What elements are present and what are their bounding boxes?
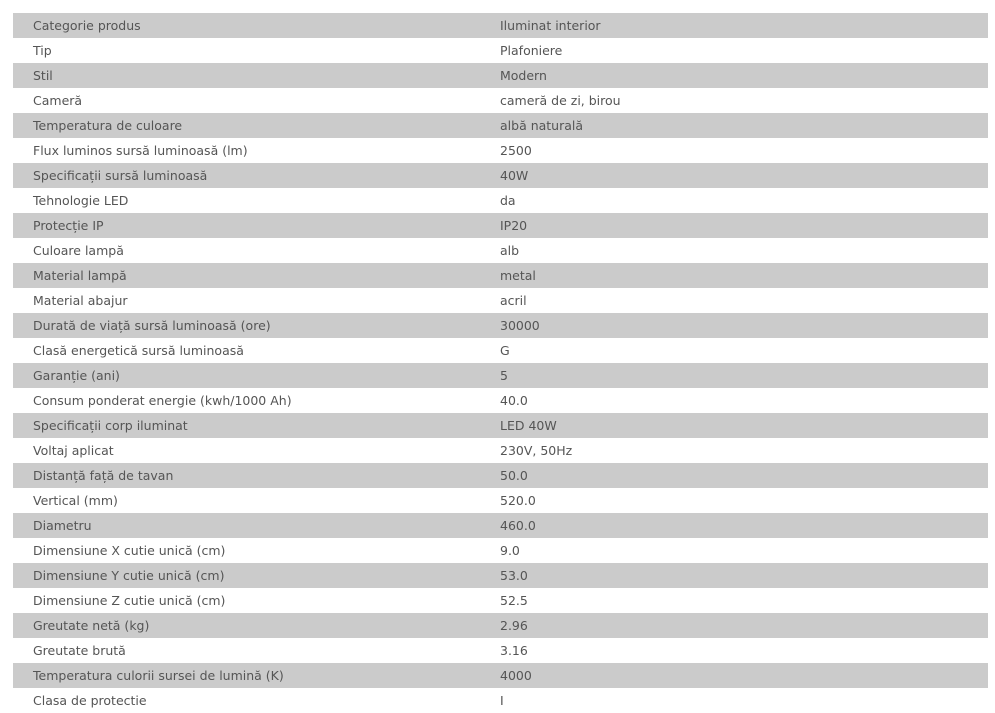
spec-value: Plafoniere <box>500 43 563 58</box>
spec-label: Specificații sursă luminoasă <box>13 163 500 188</box>
spec-row <box>13 88 988 113</box>
spec-value: 52.5 <box>500 593 528 608</box>
spec-row <box>13 638 988 663</box>
spec-row <box>13 13 988 38</box>
spec-value: 50.0 <box>500 463 988 488</box>
spec-row <box>13 188 988 213</box>
spec-label: Stil <box>13 63 500 88</box>
spec-row <box>13 513 988 538</box>
specifications-table-body <box>13 13 988 713</box>
product-specifications-table <box>13 13 988 713</box>
spec-label: Material lampă <box>13 263 500 288</box>
spec-label: Diametru <box>13 513 500 538</box>
spec-value: 53.0 <box>500 563 988 588</box>
spec-label: Distanță față de tavan <box>13 463 500 488</box>
spec-row <box>13 163 988 188</box>
spec-label: Dimensiune Y cutie unică (cm) <box>13 563 500 588</box>
spec-row <box>13 313 988 338</box>
spec-value: IP20 <box>500 213 988 238</box>
spec-label: Culoare lampă <box>33 243 124 258</box>
spec-label: Temperatura de culoare <box>13 113 500 138</box>
spec-label: Protecție IP <box>13 213 500 238</box>
spec-label: Material abajur <box>33 293 128 308</box>
spec-row <box>13 338 988 363</box>
spec-row <box>13 388 988 413</box>
spec-label: Flux luminos sursă luminoasă (lm) <box>33 143 248 158</box>
spec-label: Tehnologie LED <box>33 193 129 208</box>
spec-value: 40W <box>500 163 988 188</box>
spec-label: Clasa de protectie <box>33 693 147 708</box>
spec-value: cameră de zi, birou <box>500 93 621 108</box>
spec-value: G <box>500 343 510 358</box>
spec-row <box>13 438 988 463</box>
spec-row <box>13 488 988 513</box>
spec-value: 9.0 <box>500 543 520 558</box>
spec-label: Temperatura culorii sursei de lumină (K) <box>13 663 500 688</box>
spec-row <box>13 238 988 263</box>
spec-value: Iluminat interior <box>500 13 988 38</box>
spec-value: da <box>500 193 516 208</box>
spec-label: Cameră <box>33 93 83 108</box>
spec-value: 520.0 <box>500 493 536 508</box>
spec-label: Specificații corp iluminat <box>13 413 500 438</box>
spec-row <box>13 663 988 688</box>
spec-label: Garanție (ani) <box>13 363 500 388</box>
spec-label: Durată de viață sursă luminoasă (ore) <box>13 313 500 338</box>
spec-row <box>13 288 988 313</box>
spec-value: 3.16 <box>500 643 528 658</box>
spec-label: Clasă energetică sursă luminoasă <box>33 343 244 358</box>
spec-value: Modern <box>500 63 988 88</box>
spec-value: 2500 <box>500 143 532 158</box>
spec-value: alb <box>500 243 520 258</box>
spec-row <box>13 563 988 588</box>
spec-value: I <box>500 693 504 708</box>
spec-row <box>13 213 988 238</box>
spec-value: 4000 <box>500 663 988 688</box>
spec-row <box>13 463 988 488</box>
spec-row <box>13 688 988 713</box>
spec-row <box>13 63 988 88</box>
spec-row <box>13 263 988 288</box>
spec-label: Tip <box>33 43 52 58</box>
spec-label: Dimensiune Z cutie unică (cm) <box>33 593 226 608</box>
spec-label: Vertical (mm) <box>33 493 118 508</box>
spec-row <box>13 363 988 388</box>
spec-label: Categorie produs <box>13 13 500 38</box>
spec-row <box>13 38 988 63</box>
spec-row <box>13 113 988 138</box>
spec-value: 40.0 <box>500 393 528 408</box>
spec-value: albă naturală <box>500 113 988 138</box>
spec-label: Greutate brută <box>33 643 126 658</box>
spec-label: Dimensiune X cutie unică (cm) <box>33 543 226 558</box>
spec-value: metal <box>500 263 988 288</box>
spec-value: 460.0 <box>500 513 988 538</box>
spec-value: 30000 <box>500 313 988 338</box>
spec-row <box>13 613 988 638</box>
spec-value: LED 40W <box>500 413 988 438</box>
spec-row <box>13 538 988 563</box>
spec-value: acril <box>500 293 527 308</box>
spec-value: 230V, 50Hz <box>500 443 573 458</box>
spec-row <box>13 138 988 163</box>
spec-label: Greutate netă (kg) <box>13 613 500 638</box>
spec-row <box>13 588 988 613</box>
spec-value: 2.96 <box>500 613 988 638</box>
spec-label: Consum ponderat energie (kwh/1000 Ah) <box>33 393 292 408</box>
spec-value: 5 <box>500 363 988 388</box>
spec-label: Voltaj aplicat <box>33 443 114 458</box>
spec-row <box>13 413 988 438</box>
